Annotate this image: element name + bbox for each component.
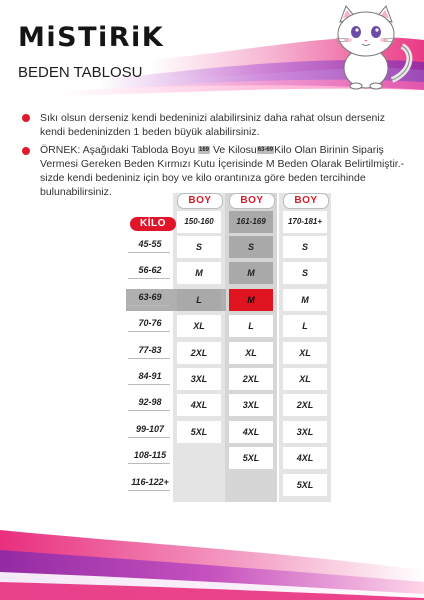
weight-range-label: 116-122+ — [131, 476, 169, 487]
weight-range-label: 84-91 — [138, 371, 162, 381]
weight-underline — [128, 463, 170, 464]
size-cell: 2XL — [283, 394, 327, 416]
weight-underline — [128, 384, 170, 385]
size-cell: 3XL — [177, 368, 221, 390]
note-bullet-icon — [22, 147, 30, 155]
note-bullet-icon — [22, 114, 30, 122]
size-cell: XL — [229, 342, 273, 364]
weight-underline — [128, 437, 170, 438]
size-cell: 2XL — [177, 342, 221, 364]
size-cell: 5XL — [229, 447, 273, 469]
size-cell: L — [177, 289, 221, 311]
brand-logo-text: MiSTiRiK — [18, 22, 165, 53]
size-cell: 3XL — [283, 421, 327, 443]
weight-range-label: 77-83 — [138, 344, 162, 355]
fit-advice-text: Sıkı olsun derseniz kendi bedeninizi alabilirsiniz daha rahat olsun derseniz kendi bedeninizden 1 beden büyük alabilirsiniz. — [40, 112, 385, 138]
size-cell: 4XL — [229, 421, 273, 443]
weight-underline — [128, 331, 170, 332]
size-cell: 4XL — [177, 394, 221, 416]
height-range-header: 150-160 — [177, 211, 221, 233]
weight-underline — [128, 490, 170, 491]
size-cell: S — [283, 262, 327, 284]
size-cell: XL — [283, 342, 327, 364]
kilo-label: KİLO — [130, 217, 176, 231]
example-boy-badge: 169 — [199, 147, 210, 154]
height-range-header: 161-169 — [229, 211, 273, 233]
size-cell: S — [177, 236, 221, 258]
size-cell: XL — [177, 315, 221, 337]
page-subtitle: BEDEN TABLOSU — [18, 64, 143, 81]
size-cell: M — [283, 289, 327, 311]
example-part-1: ÖRNEK: Aşağıdaki Tabloda Boyu — [40, 144, 196, 156]
size-cell: 4XL — [283, 447, 327, 469]
size-cell: M — [177, 262, 221, 284]
weight-underline — [128, 305, 170, 306]
size-cell: S — [229, 236, 273, 258]
footer-wave-decoration — [0, 520, 424, 600]
weight-range-label: 56-62 — [138, 265, 162, 276]
size-cell: XL — [283, 368, 327, 390]
weight-underline — [128, 278, 170, 279]
example-kilo-badge: 63-69 — [257, 147, 274, 154]
example-part-3: Kilo Olan Birinin Sipariş Vermesi Gereken Beden Kırmızı Kutu İçerisinde M Beden Olarak Belirtilmiştir.- sizde kendi bedeniniz için boy ve kilo orantınıza göre beden tercihinde bulunabilirsiniz. — [40, 144, 405, 198]
weight-underline — [128, 252, 170, 253]
height-range-header: 170-181+ — [283, 211, 327, 233]
weight-range-label: 45-55 — [138, 239, 162, 249]
size-cell: 2XL — [229, 368, 273, 390]
boy-label: BOY — [177, 193, 223, 209]
example-note-text — [40, 143, 415, 199]
example-part-2: Ve Kilosu — [212, 144, 257, 156]
boy-label: BOY — [229, 193, 275, 209]
size-cell: S — [283, 236, 327, 258]
size-cell: 3XL — [229, 394, 273, 416]
weight-range-label: 92-98 — [138, 397, 162, 408]
boy-label: BOY — [283, 193, 329, 209]
weight-range-label: 108-115 — [133, 450, 167, 461]
size-cell: 5XL — [283, 474, 327, 496]
weight-range-label: 70-76 — [138, 318, 162, 329]
size-cell: L — [229, 315, 273, 337]
weight-range-label: 63-69 — [138, 291, 162, 302]
size-cell: M — [229, 262, 273, 284]
cat-mascot-icon — [322, 2, 414, 94]
weight-range-label: 99-107 — [135, 423, 165, 434]
size-cell: 5XL — [177, 421, 221, 443]
weight-underline — [128, 410, 170, 411]
size-cell: L — [283, 315, 327, 337]
size-cell: M — [229, 289, 273, 311]
weight-underline — [128, 358, 170, 359]
